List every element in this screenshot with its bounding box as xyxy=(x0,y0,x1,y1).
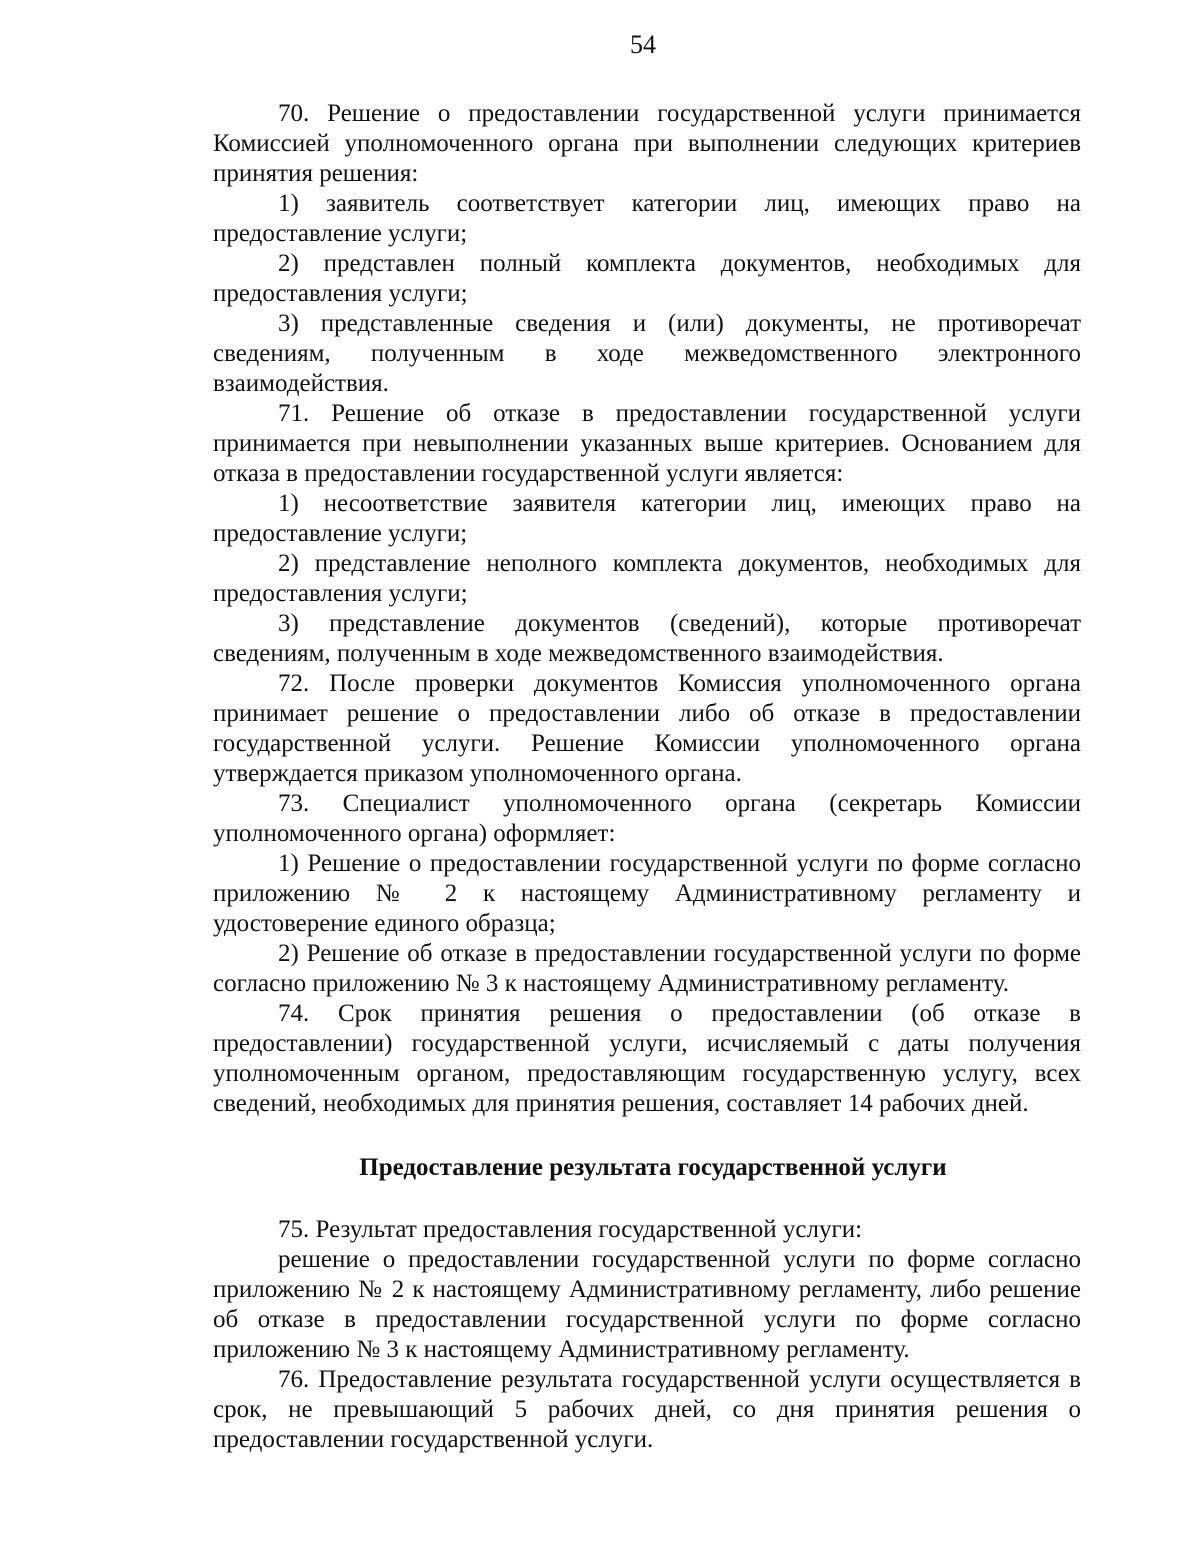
section-heading: Предоставление результата государственной услуги xyxy=(359,1154,947,1181)
paragraph-73-item-1: 1) Решение о предоставлении государственной услуги по форме согласно приложению № 2 к настоящему Административному регламенту и удостоверение единого образца; xyxy=(213,850,1081,937)
paragraph-71-item-1: 1) несоответствие заявителя категории лиц, имеющих право на предоставление услуги; xyxy=(213,490,1081,547)
paragraph-75-result: решение о предоставлении государственной услуги по форме согласно приложению № 2 к настоящему Административному регламенту, либо решение об отказе в предоставлении государственной услуги по форме согласно приложению № 3 к настоящему Административному регламенту. xyxy=(213,1246,1081,1363)
paragraph-70-item-3: 3) представленные сведения и (или) документы, не противоречат сведениям, полученным в ходе межведомственного электронного взаимодействия. xyxy=(213,310,1081,397)
paragraph-75: 75. Результат предоставления государственной услуги: xyxy=(278,1216,863,1243)
page-number: 54 xyxy=(630,30,656,59)
paragraph-71: 71. Решение об отказе в предоставлении государственной услуги принимается при невыполнении указанных выше критериев. Основанием для отказа в предоставлении государственной услуги является: xyxy=(213,400,1081,487)
paragraph-73-item-2: 2) Решение об отказе в предоставлении государственной услуги по форме согласно приложению № 3 к настоящему Административному регламенту. xyxy=(213,940,1081,997)
paragraph-74: 74. Срок принятия решения о предоставлении (об отказе в предоставлении) государственной услуги, исчисляемый с даты получения уполномоченным органом, предоставляющим государственную услугу, всех сведений, необходимых для принятия решения, составляет 14 рабочих дней. xyxy=(213,1000,1081,1117)
paragraph-76: 76. Предоставление результата государственной услуги осуществляется в срок, не превышающий 5 рабочих дней, со дня принятия решения о предоставлении государственной услуги. xyxy=(213,1366,1081,1453)
paragraph-73: 73. Специалист уполномоченного органа (секретарь Комиссии уполномоченного органа) оформляет: xyxy=(213,790,1081,847)
document-body xyxy=(213,99,1081,1455)
paragraph-70-item-2: 2) представлен полный комплекта документов, необходимых для предоставления услуги; xyxy=(213,250,1081,307)
paragraph-71-item-3: 3) представление документов (сведений), которые противоречат сведениям, полученным в ходе межведомственного взаимодействия. xyxy=(213,610,1081,667)
paragraph-70: 70. Решение о предоставлении государственной услуги принимается Комиссией уполномоченного органа при выполнении следующих критериев принятия решения: xyxy=(213,100,1081,187)
paragraph-71-item-2: 2) представление неполного комплекта документов, необходимых для предоставления услуги; xyxy=(213,550,1081,607)
paragraph-72: 72. После проверки документов Комиссия уполномоченного органа принимает решение о предоставлении либо об отказе в предоставлении государственной услуги. Решение Комиссии уполномоченного органа утверждается приказом уполномоченного органа. xyxy=(213,670,1081,787)
paragraph-70-item-1: 1) заявитель соответствует категории лиц, имеющих право на предоставление услуги; xyxy=(213,190,1081,247)
